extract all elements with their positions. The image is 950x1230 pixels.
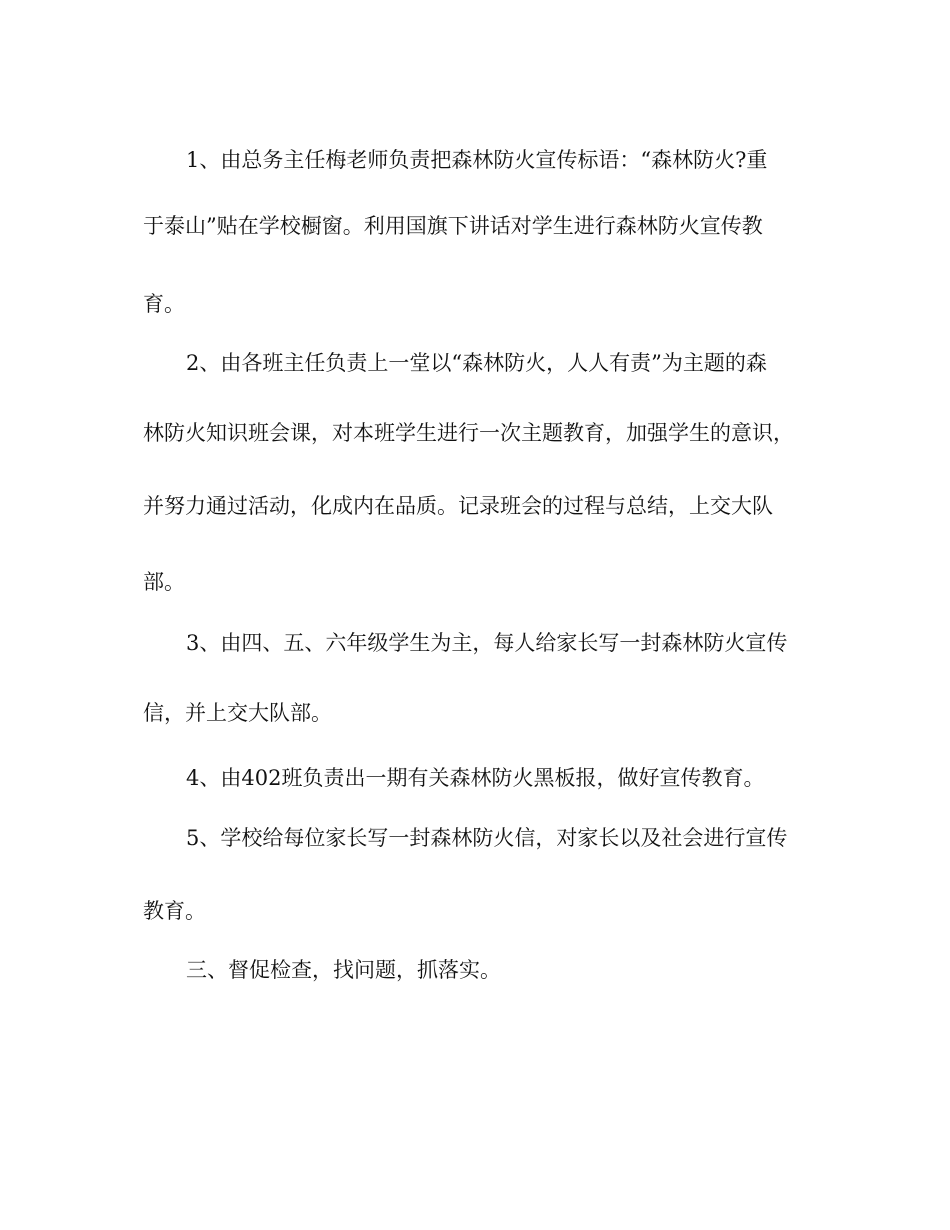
paragraph-1-line-1: 1、由总务主任梅老师负责把森林防火宣传标语：“森林防火?重 bbox=[186, 148, 768, 172]
paragraph-2-line-4: 部。 bbox=[143, 570, 185, 594]
paragraph-3-line-2: 信，并上交大队部。 bbox=[143, 701, 332, 725]
paragraph-5-line-2: 教育。 bbox=[143, 899, 206, 923]
paragraph-2-line-2: 林防火知识班会课，对本班学生进行一次主题教育，加强学生的意识， bbox=[143, 421, 794, 445]
paragraph-1-line-2: 于泰山”贴在学校橱窗。利用国旗下讲话对学生进行森林防火宣传教 bbox=[143, 214, 763, 238]
paragraph-5-line-1: 5、学校给每位家长写一封森林防火信，对家长以及社会进行宣传 bbox=[186, 826, 788, 850]
section-3-heading: 三、督促检查，找问题，抓落实。 bbox=[186, 958, 501, 982]
paragraph-2-line-3: 并努力通过活动，化成内在品质。记录班会的过程与总结，上交大队 bbox=[143, 494, 773, 518]
paragraph-2-line-1: 2、由各班主任负责上一堂以“森林防火，人人有责”为主题的森 bbox=[186, 351, 767, 375]
paragraph-3-line-1: 3、由四、五、六年级学生为主，每人给家长写一封森林防火宣传 bbox=[186, 631, 788, 655]
paragraph-1-line-3: 育。 bbox=[143, 292, 185, 316]
paragraph-4-line-1: 4、由402班负责出一期有关森林防火黑板报，做好宣传教育。 bbox=[186, 766, 765, 790]
